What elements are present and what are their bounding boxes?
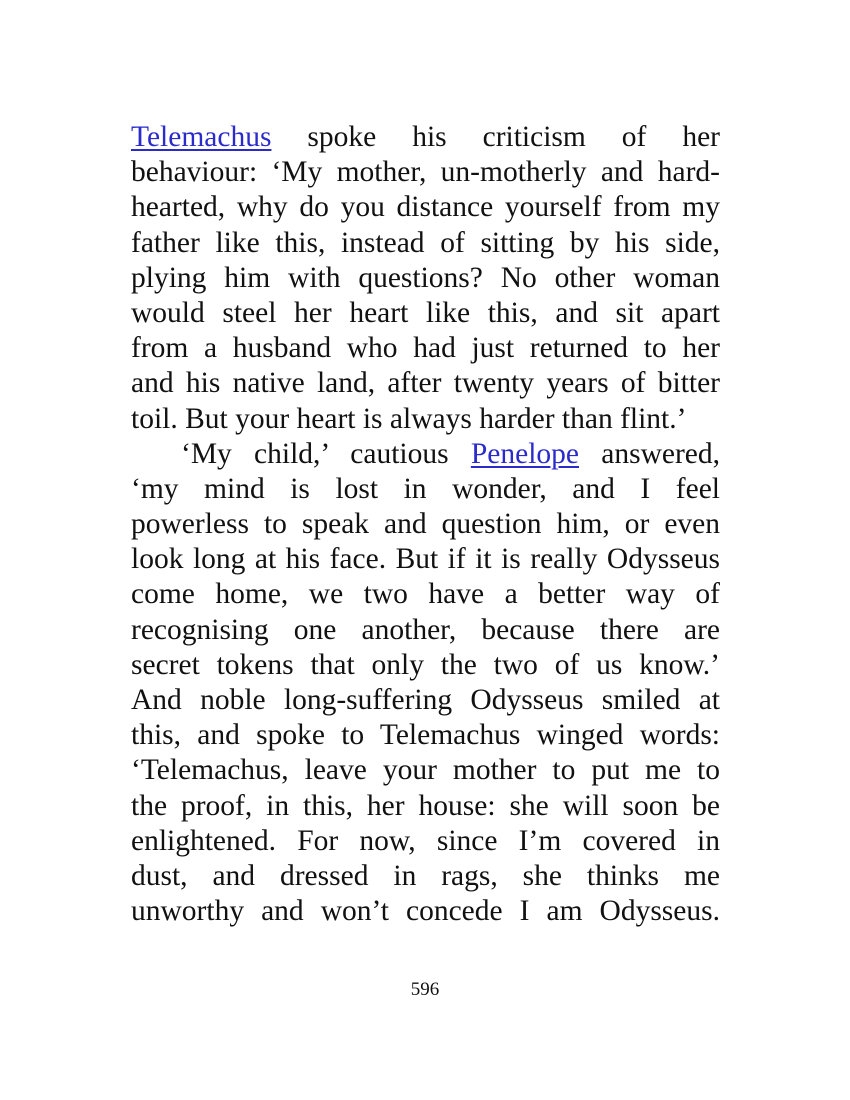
text-line: father like this, instead of sitting by his side, xyxy=(131,226,720,259)
text-line: look long at his face. But if it is really Odysseus xyxy=(131,543,720,576)
text-line: dust, and dressed in rags, she thinks me xyxy=(131,859,720,892)
text-line: the proof, in this, her house: she will soon be xyxy=(131,789,720,822)
text-line: ‘my mind is lost in wonder, and I feel xyxy=(131,472,720,505)
text-line: toil. But your heart is always harder than flint.’ xyxy=(131,402,687,435)
text-line: unworthy and won’t concede I am Odysseus. xyxy=(131,895,720,928)
text-line: come home, we two have a better way of xyxy=(131,578,720,611)
text-span: ‘My child,’ cautious xyxy=(181,437,471,470)
text-line xyxy=(131,120,720,155)
text-line: enlightened. For now, since I’m covered in xyxy=(131,824,720,857)
body-text xyxy=(131,120,720,929)
text-span: answered, xyxy=(579,437,721,470)
link-penelope[interactable]: Penelope xyxy=(470,437,579,470)
text-line: powerless to speak and question him, or even xyxy=(131,508,720,541)
text-line: from a husband who had just returned to her xyxy=(131,332,720,365)
link-telemachus[interactable]: Telemachus xyxy=(131,121,272,153)
text-line xyxy=(131,437,720,472)
page-number: 596 xyxy=(410,979,440,1000)
text-span: spoke his criticism of her xyxy=(271,121,720,153)
text-line: secret tokens that only the two of us know.’ xyxy=(131,648,720,681)
text-line: this, and spoke to Telemachus winged words: xyxy=(131,719,720,752)
text-line: would steel her heart like this, and sit apart xyxy=(131,296,720,329)
text-line: and his native land, after twenty years of bitter xyxy=(131,367,720,400)
text-line: behaviour: ‘My mother, un-motherly and hard- xyxy=(131,156,720,189)
text-line: hearted, why do you distance yourself from my xyxy=(131,191,720,224)
text-line: ‘Telemachus, leave your mother to put me to xyxy=(131,754,720,787)
text-line: recognising one another, because there are xyxy=(131,613,720,646)
text-line: plying him with questions? No other woman xyxy=(131,261,720,294)
text-line: And noble long-suffering Odysseus smiled at xyxy=(131,684,720,716)
